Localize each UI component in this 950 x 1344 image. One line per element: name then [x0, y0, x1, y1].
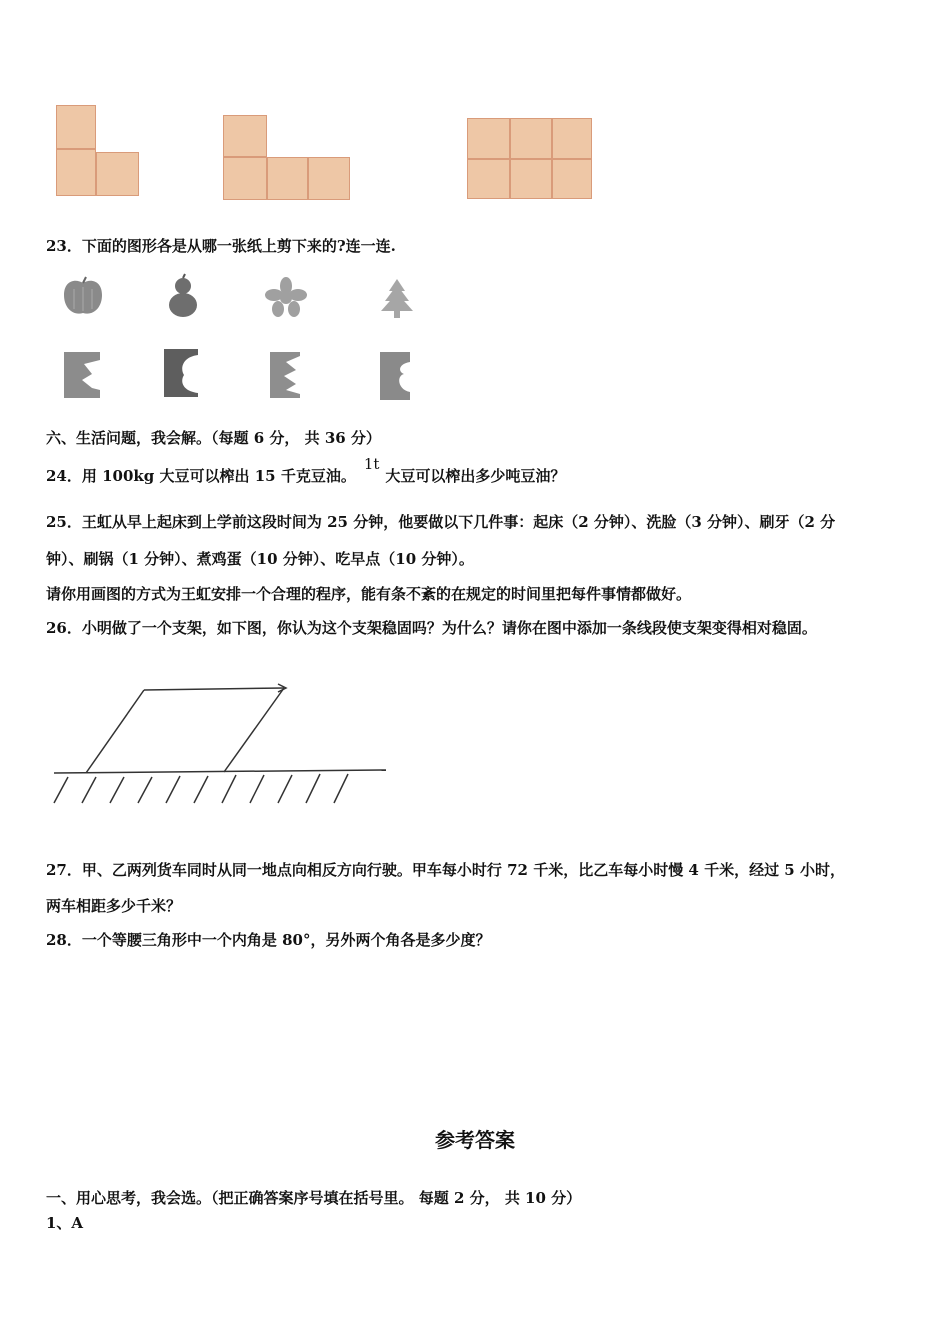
gourd-cutout-icon [164, 273, 202, 319]
tile [267, 157, 308, 200]
question-27-line2: 两车相距多少千米？ [46, 897, 182, 915]
tree-cutout-icon [377, 277, 417, 319]
tile [56, 105, 96, 149]
tile [552, 159, 592, 199]
answers-section-1: 一、用心思考，我会选。（把正确答案序号填在括号里。 每题 2 分， 共 10 分） [46, 1189, 582, 1207]
answers-title: 参考答案 [435, 1128, 515, 1152]
tile [56, 149, 96, 196]
paper-a-cutout-icon [62, 350, 102, 400]
tile [223, 115, 267, 157]
question-25-line3: 请你用画图的方式为王虹安排一个合理的程序，能有条不紊的在规定的时间里把每件事情都做好。 [46, 585, 692, 603]
question-25-line1: 25．王虹从早上起床到上学前这段时间为 25 分钟，他要做以下几件事：起床（2 分钟）、洗脸（3 分钟）、刷牙（2 分 [46, 513, 836, 531]
tile [467, 118, 510, 159]
answer-1: 1、A [46, 1214, 84, 1232]
paper-d-cutout-icon [378, 350, 412, 402]
tile [223, 157, 267, 200]
tile [510, 159, 552, 199]
paper-c-cutout-icon [268, 350, 302, 400]
question-27-line1: 27．甲、乙两列货车同时从同一地点向相反方向行驶。甲车每小时行 72 千米，比乙车每小时慢 4 千米，经过 5 小时， [46, 861, 845, 879]
question-24-marker: 1t [363, 455, 380, 473]
apple-cutout-icon [60, 275, 106, 319]
question-28: 28．一个等腰三角形中一个内角是 80°，另外两个角各是多少度？ [46, 931, 491, 949]
tile [510, 118, 552, 159]
section-6-heading: 六、生活问题，我会解。（每题 6 分， 共 36 分） [46, 429, 381, 447]
paper-b-cutout-icon [160, 347, 202, 399]
support-frame-diagram [46, 680, 391, 815]
tile [467, 159, 510, 199]
question-26: 26．小明做了一个支架，如下图，你认为这个支架稳固吗？为什么？请你在图中添加一条线段使支架变得相对稳固。 [46, 619, 817, 637]
tile [552, 118, 592, 159]
question-24-part2: 大豆可以榨出多少吨豆油？ [385, 467, 566, 485]
question-24-part1: 24．用 100kg 大豆可以榨出 15 千克豆油。 [46, 467, 356, 485]
question-25-line2: 钟）、刷锅（1 分钟）、煮鸡蛋（10 分钟）、吃早点（10 分钟）。 [46, 550, 474, 568]
tile [308, 157, 350, 200]
question-24 [46, 455, 566, 486]
tile [96, 152, 139, 196]
question-23: 23．下面的图形各是从哪一张纸上剪下来的?连一连. [46, 237, 396, 255]
flower-cutout-icon [265, 277, 307, 317]
